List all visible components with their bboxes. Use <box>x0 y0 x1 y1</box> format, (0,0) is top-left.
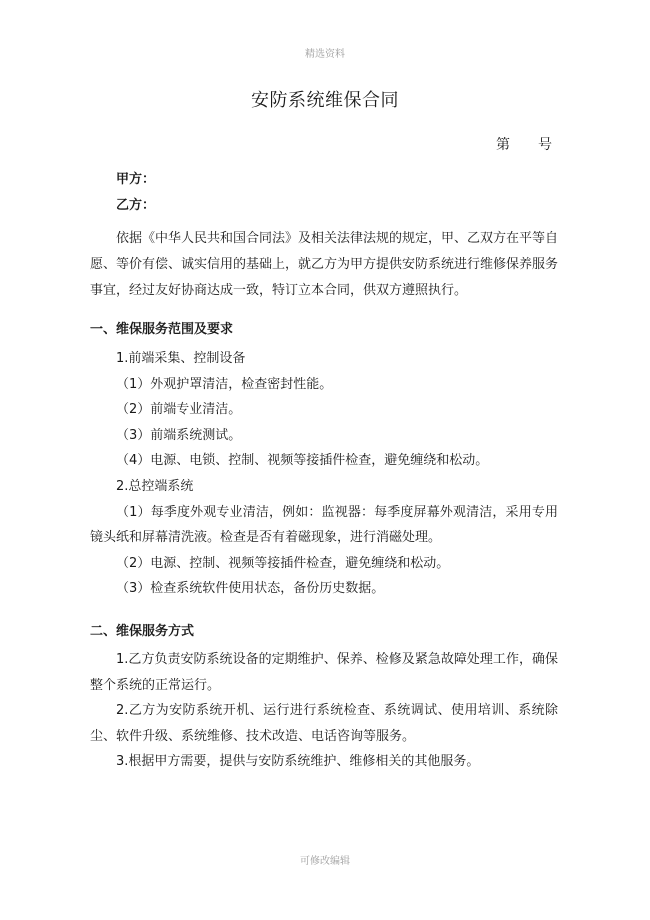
party-b-label: 乙方： <box>116 198 156 213</box>
list-item: （4）电源、电锁、控制、视频等接插件检查，避免缠绕和松动。 <box>116 453 489 469</box>
list-item: （3）前端系统测试。 <box>116 427 242 443</box>
section-2-heading: 二、维保服务方式 <box>90 624 195 639</box>
intro-paragraph: 依据《中华人民共和国合同法》及相关法律法规的规定，甲、乙双方在平等自愿、等价有偿、诚实信用的基础上，就乙方为甲方提供安防系统进行维修保养服务事宜，经过友好协商达成一致，特订立本合同，供双方遵照执行。 <box>90 231 559 298</box>
list-item: 3.根据甲方需要，提供与安防系统维护、维修相关的其他服务。 <box>116 754 480 770</box>
list-item: （1）每季度外观专业清洁，例如：监视器：每季度屏幕外观清洁，采用专用镜头纸和屏幕清洗液。检查是否有着磁现象，进行消磁处理。 <box>90 504 558 546</box>
list-item: 1.前端采集、控制设备 <box>116 351 246 366</box>
section-2-list <box>90 647 558 775</box>
list-item: （3）检查系统软件使用状态，备份历史数据。 <box>116 581 385 597</box>
contract-number-line <box>496 134 552 154</box>
number-suffix: 号 <box>538 137 552 153</box>
section-1-heading: 一、维保服务范围及要求 <box>90 322 234 337</box>
list-item: 2.总控端系统 <box>116 478 194 494</box>
footer-watermark: 可修改编辑 <box>300 856 350 867</box>
header-watermark: 精选资料 <box>305 49 345 60</box>
list-item: （2）前端专业清洁。 <box>116 402 242 418</box>
number-prefix: 第 <box>496 137 510 153</box>
list-item: 1.乙方负责安防系统设备的定期维护、保养、检修及紧急故障处理工作，确保整个系统的正常运行。 <box>90 652 558 693</box>
list-item: 2.乙方为安防系统开机、运行进行系统检查、系统调试、使用培训、系统除尘、软件升级、系统维修、技术改造、电话咨询等服务。 <box>90 703 558 744</box>
document-title: 安防系统维保合同 <box>251 90 399 111</box>
list-item: （2）电源、控制、视频等接插件检查，避免缠绕和松动。 <box>116 555 450 571</box>
list-item: （1）外观护罩清洁，检查密封性能。 <box>116 376 333 392</box>
section-1-list <box>90 346 558 602</box>
party-a-label: 甲方： <box>116 172 156 187</box>
